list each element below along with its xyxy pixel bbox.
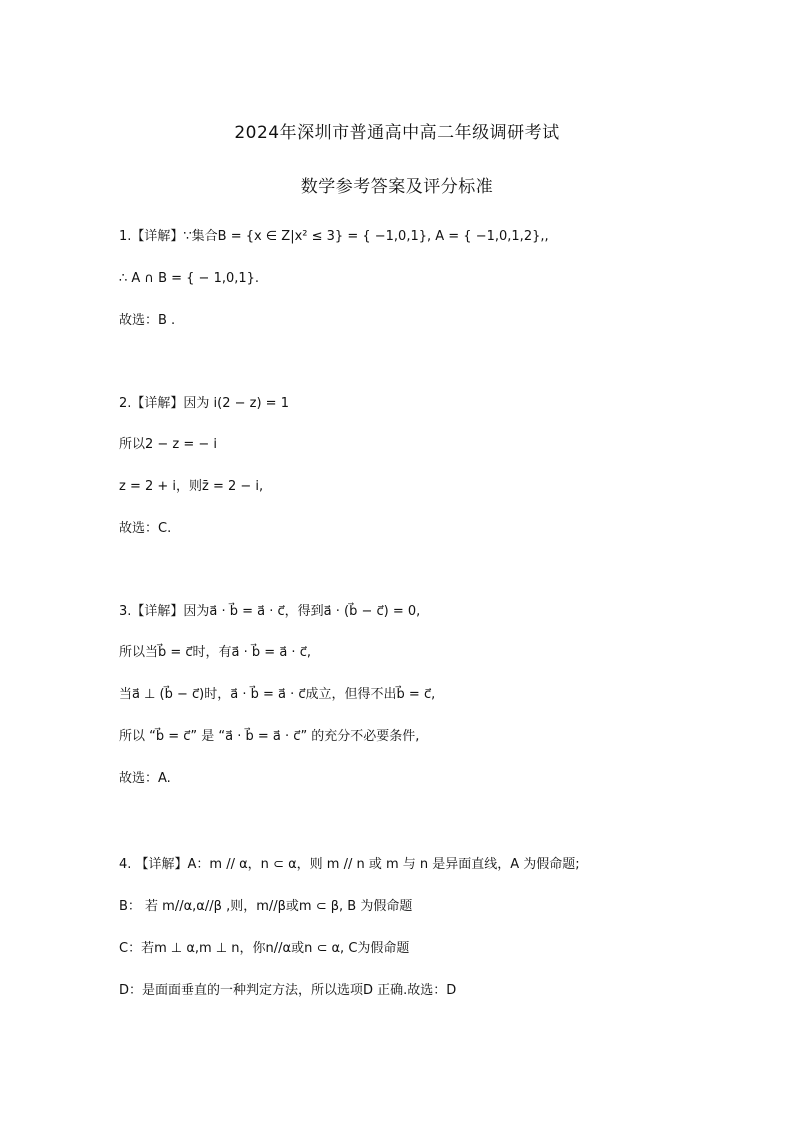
q2-answer: 故选：C. <box>119 521 172 536</box>
exam-title: 2024年深圳市普通高中高二年级调研考试 <box>234 123 560 143</box>
q4-line-a: 4. 【详解】A：m // α，n ⊂ α，则 m // n 或 m 与 n 是异面直线，A 为假命题; <box>119 857 580 872</box>
q1-answer: 故选：B . <box>119 313 176 328</box>
q3-line-1: 3.【详解】因为a⃗ · b⃗ = a⃗ · c⃗，得到a⃗ · (b⃗ − c⃗) = 0, <box>119 604 421 619</box>
q2-line-1: 2.【详解】因为 i(2 − z) = 1 <box>119 396 289 411</box>
answer-key-title: 数学参考答案及评分标准 <box>300 177 494 197</box>
q1-line-2: ∴ A ∩ B = { − 1,0,1}. <box>119 271 260 286</box>
q4-line-d: D：是面面垂直的一种判定方法，所以选项D 正确.故选：D <box>119 983 457 998</box>
q3-answer: 故选：A. <box>119 771 171 786</box>
q1-line-1: 1.【详解】∵集合B = {x ∈ Z|x² ≤ 3} = { −1,0,1}, A = { −1,0,1,2},, <box>119 229 549 244</box>
q3-line-2: 所以当b⃗ = c⃗时，有a⃗ · b⃗ = a⃗ · c⃗, <box>119 645 311 660</box>
q4-line-b: B： 若 m//α,α//β ,则，m//β或m ⊂ β, B 为假命题 <box>119 899 413 914</box>
q2-line-2: 所以2 − z = − i <box>119 437 218 452</box>
q4-line-c: C：若m ⊥ α,m ⊥ n，你n//α或n ⊂ α, C为假命题 <box>119 941 410 956</box>
q2-line-3: z = 2 + i，则z̄ = 2 − i, <box>119 479 264 494</box>
q3-line-4: 所以 “b⃗ = c⃗” 是 “a⃗ · b⃗ = a⃗ · c⃗” 的充分不必要条件, <box>119 729 420 744</box>
q3-line-3: 当a⃗ ⊥ (b⃗ − c⃗)时，a⃗ · b⃗ = a⃗ · c⃗成立，但得不出b⃗ = c⃗, <box>119 687 436 702</box>
